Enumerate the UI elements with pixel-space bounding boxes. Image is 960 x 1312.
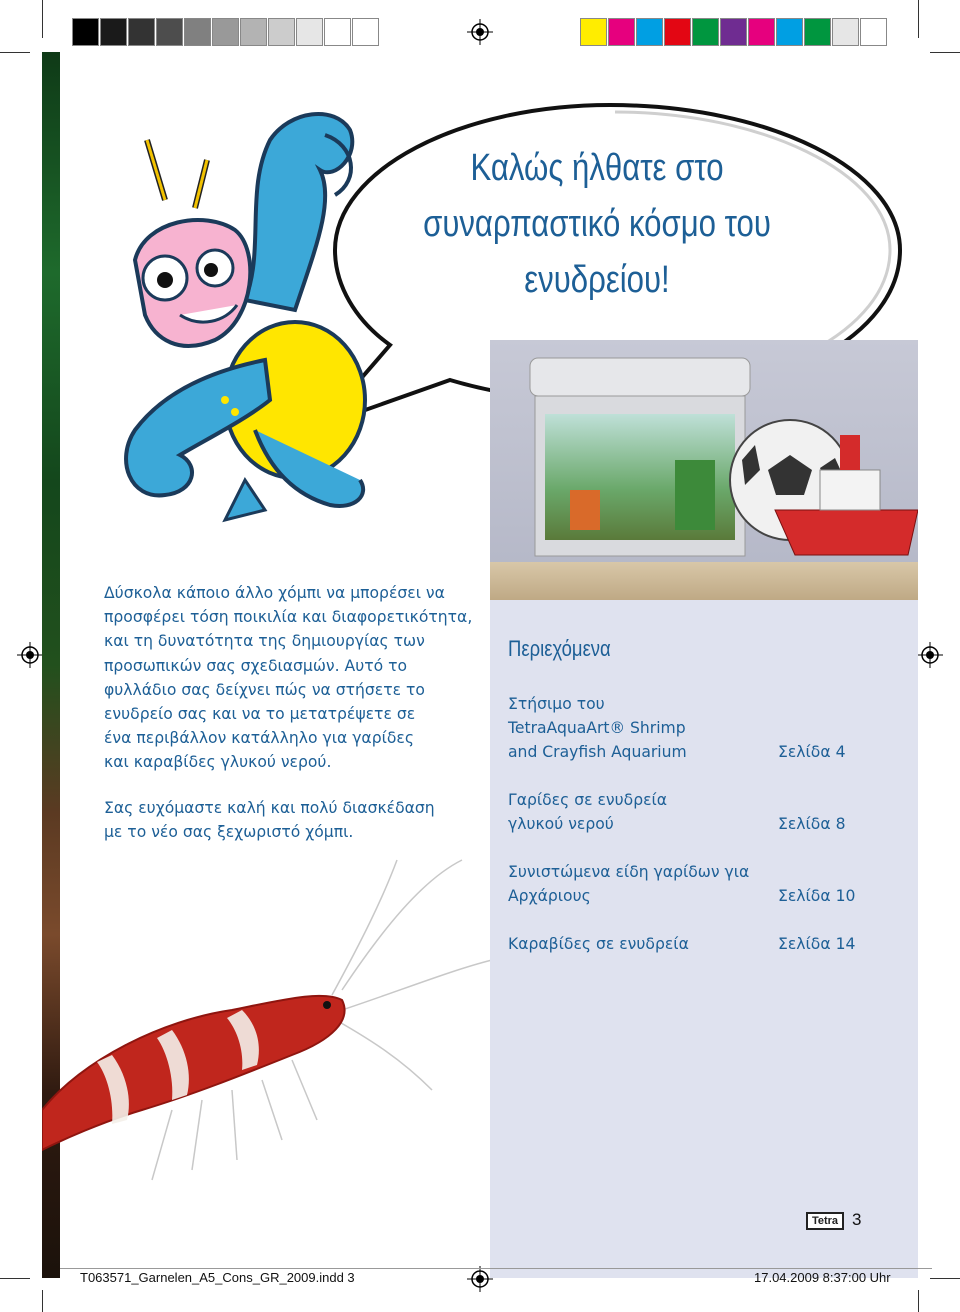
color-swatch (832, 18, 859, 46)
color-swatch (240, 18, 267, 46)
color-swatch (776, 18, 803, 46)
color-swatch (692, 18, 719, 46)
text-line: φυλλάδιο σας δείχνει πώς να στήσετε το (104, 680, 425, 699)
color-swatch (664, 18, 691, 46)
registration-mark-icon (917, 642, 943, 668)
crop-mark (930, 1278, 960, 1279)
page-number: 3 (852, 1210, 862, 1229)
color-swatch (608, 18, 635, 46)
toc-page-number: Σελίδα 8 (778, 815, 846, 833)
crop-mark (918, 0, 919, 38)
text-line: και καραβίδες γλυκού νερού. (104, 753, 332, 772)
text-line: με το νέο σας ξεχωριστό χόμπι. (104, 823, 354, 842)
toc-entry (508, 932, 868, 956)
red-shrimp-photo (42, 840, 502, 1270)
toc-entry-title: Καραβίδες σε ενυδρεία (508, 935, 689, 953)
toc-page-number: Σελίδα 14 (778, 935, 856, 953)
color-swatch (296, 18, 323, 46)
text-line: προσφέρει τόση ποικιλία και διαφορετικότητα, (104, 608, 473, 627)
toc-entry (508, 788, 868, 836)
toc-entry-title: TetraAquaArt® Shrimp (508, 719, 686, 737)
text-line: Σας ευχόμαστε καλή και πολύ διασκέδαση (104, 799, 435, 817)
toc-entry-title: Γαρίδες σε ενυδρεία (508, 791, 668, 809)
welcome-title: Καλώς ήλθατε στο συναρπαστικό κόσμο του ενυδρείου! (423, 147, 771, 301)
toc-entry-title: Στήσιμο του (508, 695, 605, 713)
text-line: Δύσκολα κάποιο άλλο χόμπι να μπορέσει να (104, 584, 445, 602)
color-swatch (720, 18, 747, 46)
color-swatch (748, 18, 775, 46)
aquarium-product-photo (490, 340, 918, 600)
contents-title: Περιεχόμενα (508, 636, 611, 661)
color-swatch (128, 18, 155, 46)
closing-paragraph (104, 796, 435, 844)
color-swatch (100, 18, 127, 46)
text-line: ένα περιβάλλον κατάλληλο για γαρίδες (104, 729, 415, 748)
toc-entry-title: and Crayfish Aquarium (508, 743, 687, 761)
color-swatch (580, 18, 607, 46)
text-line: προσωπικών σας σχεδιασμών. Αυτό το (104, 656, 408, 675)
toc-entry (508, 692, 868, 764)
crop-mark (918, 1290, 919, 1312)
intro-paragraph (104, 581, 472, 775)
toc-entry-title: Αρχάριους (508, 887, 591, 905)
footer-timestamp: 17.04.2009 8:37:00 Uhr (754, 1270, 891, 1285)
crop-mark (42, 1290, 43, 1312)
toc-entry-title: Συνιστώμενα είδη γαρίδων για (508, 863, 750, 881)
registration-mark-icon (17, 642, 43, 668)
color-swatch (212, 18, 239, 46)
toc-entry (508, 860, 868, 908)
color-swatch (352, 18, 379, 46)
color-swatch (72, 18, 99, 46)
tetra-logo: Tetra (806, 1212, 844, 1230)
color-swatch (156, 18, 183, 46)
crop-mark (0, 1278, 30, 1279)
color-swatch (268, 18, 295, 46)
toc-page-number: Σελίδα 4 (778, 743, 846, 761)
toc-entry-title: γλυκού νερού (508, 815, 614, 833)
color-swatch (804, 18, 831, 46)
toc-page-number: Σελίδα 10 (778, 887, 856, 905)
crop-mark (930, 52, 960, 53)
color-swatch (324, 18, 351, 46)
color-swatch (184, 18, 211, 46)
text-line: ενυδρείο σας και να το μετατρέψετε σε (104, 705, 416, 724)
registration-mark-icon (467, 19, 493, 45)
text-line: και τη δυνατότητα της δημιουργίας των (104, 632, 425, 651)
color-swatch (860, 18, 887, 46)
cartoon-crayfish-illustration (95, 100, 415, 540)
crop-mark (42, 0, 43, 38)
crop-mark (0, 52, 30, 53)
footer-rule (60, 1268, 932, 1269)
footer-file-name: T063571_Garnelen_A5_Cons_GR_2009.indd 3 (80, 1270, 355, 1285)
color-swatch (636, 18, 663, 46)
